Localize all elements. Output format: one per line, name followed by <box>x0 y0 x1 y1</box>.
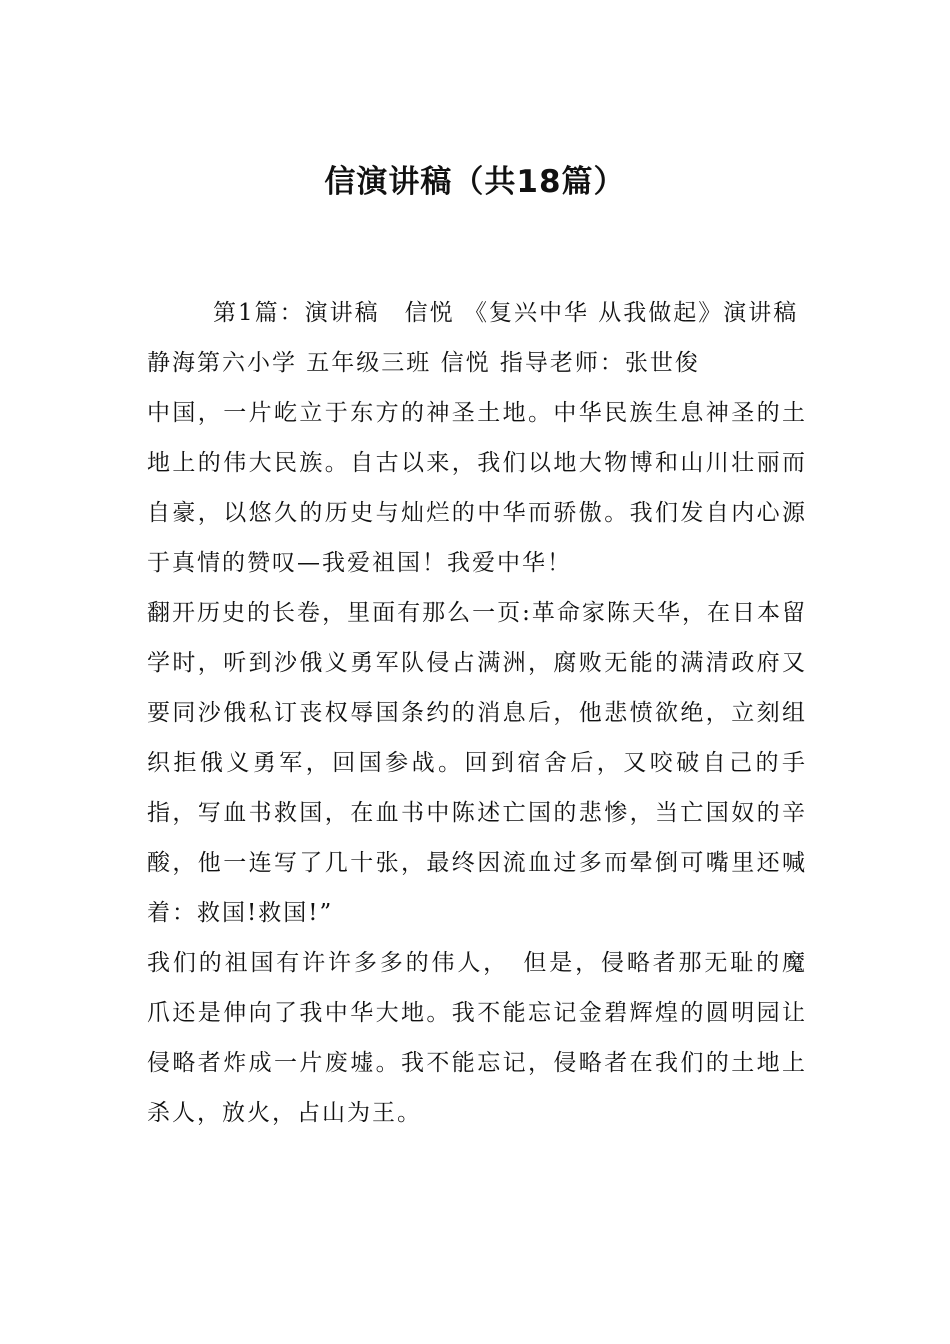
author-line: 静海第六小学 五年级三班 信悦 指导老师：张世俊 <box>147 350 700 376</box>
document-title: 信演讲稿（共18篇） <box>324 164 626 200</box>
paragraph: 中国，一片屹立于东方的神圣土地。中华民族生息神圣的土地上的伟大民族。自古以来，我们以地大物博和山川壮丽而自豪，以悠久的历史与灿烂的中华而骄傲。我们发自内心源于真情的赞叹—我爱祖国！我爱中华！ <box>147 400 807 576</box>
paragraph: 翻开历史的长卷，里面有那么一页:革命家陈天华，在日本留学时，听到沙俄义勇军队侵占满洲，腐败无能的满清政府又要同沙俄私订丧权辱国条约的消息后，他悲愤欲绝，立刻组织拒俄义勇军，回国参战。回到宿舍后，又咬破自己的手指，写血书救国，在血书中陈述亡国的悲惨，当亡国奴的辛酸，他一连写了几十张，最终因流血过多而晕倒可嘴里还喊着：救国!救国!” <box>147 600 807 926</box>
paragraph: 我们的祖国有许许多多的伟人， 但是，侵略者那无耻的魔爪还是伸向了我中华大地。我不能忘记金碧辉煌的圆明园让侵略者炸成一片废墟。我不能忘记，侵略者在我们的土地上杀人，放火，占山为王。 <box>147 950 807 1126</box>
article-heading: 第1篇：演讲稿 信悦 《复兴中华 从我做起》演讲稿 <box>213 300 799 326</box>
document-body <box>147 288 807 1138</box>
